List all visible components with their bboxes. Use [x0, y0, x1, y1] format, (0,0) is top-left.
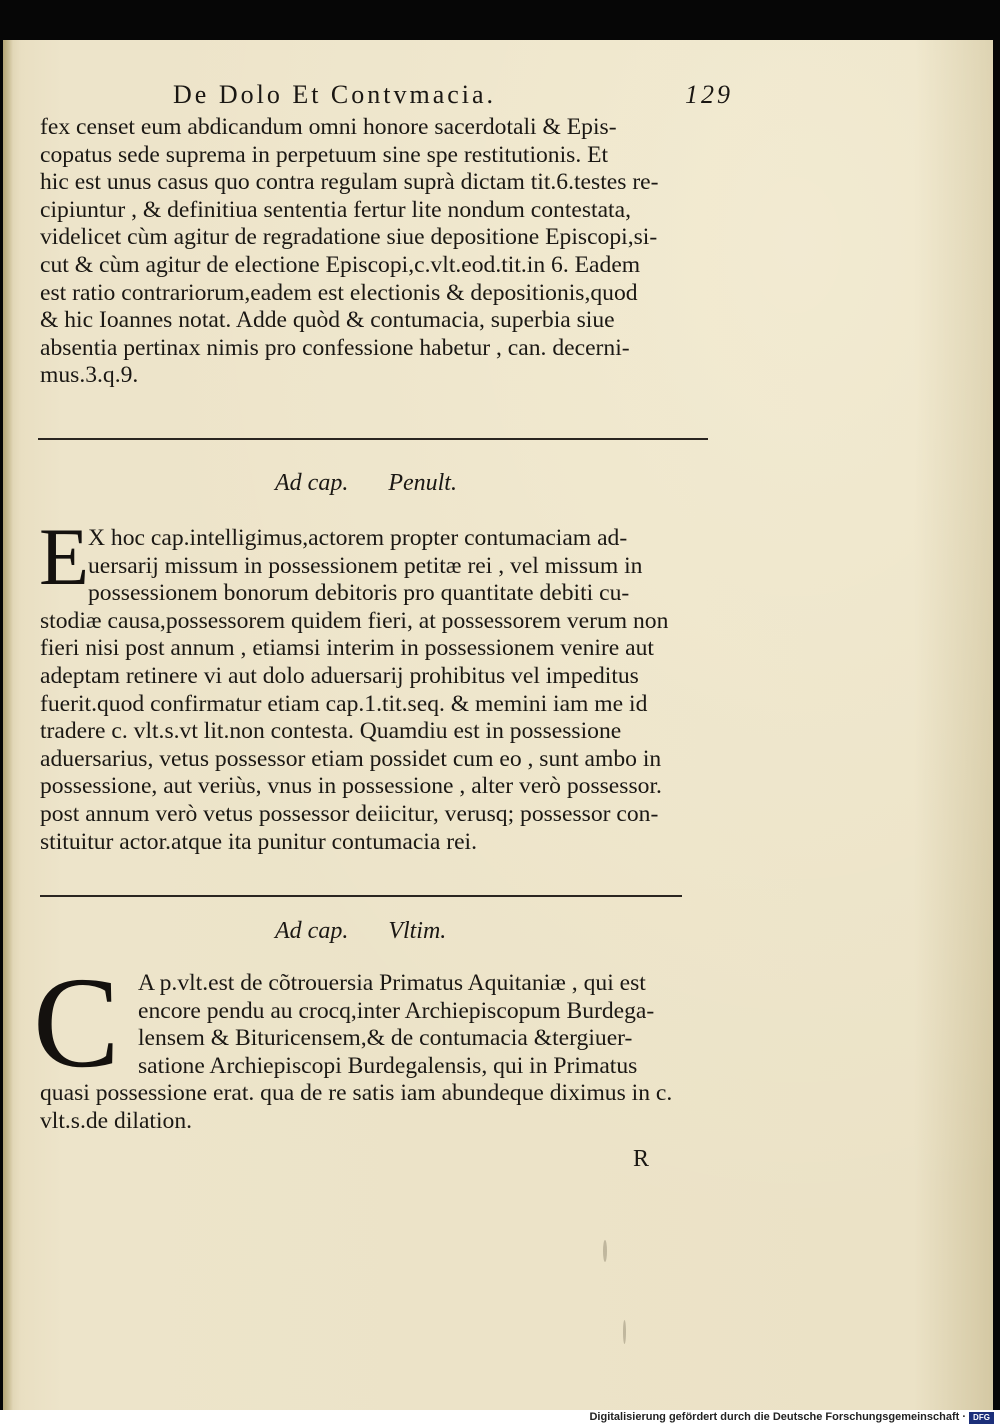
text-line: X hoc cap.intelligimus,actorem propter contumaciam ad-	[88, 525, 628, 551]
dropcap-c: C	[33, 951, 120, 1095]
text-line: copatus sede suprema in perpetuum sine spe restitutionis. Et	[40, 141, 609, 168]
text-line: & hic Ioannes notat. Adde quòd & contumacia, superbia siue	[40, 307, 615, 334]
text-line: post annum verò vetus possessor deiicitur, verusq; possessor con-	[40, 800, 659, 827]
heading-chapter: Vltim.	[388, 918, 447, 944]
ink-bleed-mark	[623, 1320, 626, 1344]
text-line: quasi possessione erat. qua de re satis iam abundeque diximus in c.	[40, 1080, 673, 1107]
page-gutter-shadow	[3, 40, 13, 1410]
footer-credit: Digitalisierung gefördert durch die Deutsche Forschungsgemeinschaft ·	[589, 1411, 966, 1423]
text-line: possessionem bonorum debitoris pro quantitate debiti cu-	[88, 580, 630, 607]
text-line: vlt.s.de dilation.	[40, 1107, 193, 1134]
text-line: satione Archiepiscopi Burdegalensis, qui in Primatus	[138, 1052, 638, 1079]
text-line: encore pendu au crocq,inter Archiepiscopum Burdega-	[138, 997, 655, 1024]
text-line: stituitur actor.atque ita punitur contumacia rei.	[40, 828, 478, 855]
text-line: est ratio contrariorum,eadem est electionis & depositionis,quod	[40, 279, 638, 306]
running-title: De Dolo Et Contvmacia.	[173, 80, 497, 109]
heading-label: Ad cap.	[275, 918, 349, 944]
paragraph-continuation	[40, 114, 720, 390]
text-line: A p.vlt.est de cõtrouersia Primatus Aquitaniæ , qui est	[138, 970, 646, 996]
section-heading-vltim	[275, 918, 486, 945]
dfg-logo-icon: DFG	[969, 1412, 994, 1424]
ink-bleed-mark	[603, 1240, 607, 1262]
heading-label: Ad cap.	[275, 470, 349, 496]
text-line: stodiæ causa,possessorem quidem fieri, at possessorem verum non	[40, 607, 669, 634]
text-line: lensem & Bituricensem,& de contumacia &tergiuer-	[138, 1025, 633, 1052]
book-page	[3, 40, 993, 1410]
digitization-footer	[0, 1410, 1000, 1426]
text-line: hic est unus casus quo contra regulam suprà dictam tit.6.testes re-	[40, 169, 659, 196]
text-line: tradere c. vlt.s.vt lit.non contesta. Quamdiu est in possessione	[40, 718, 622, 745]
text-line: fex censet eum abdicandum omni honore sacerdotali & Epis-	[40, 114, 617, 140]
dropcap-e: E	[39, 511, 90, 602]
text-line: possessione, aut veriùs, vnus in possessione , alter verò possessor.	[40, 773, 662, 800]
section-divider	[40, 895, 682, 897]
section-heading-penult	[275, 470, 497, 497]
text-line: aduersarius, vetus possessor etiam possidet cum eo , sunt ambo in	[40, 745, 662, 772]
text-line: cipiuntur , & definitiua sententia fertur lite nondum contestata,	[40, 196, 631, 223]
text-line: videlicet cùm agitur de regradatione siue depositione Episcopi,si-	[40, 224, 658, 251]
paragraph-vltim	[40, 970, 720, 1136]
text-line: fieri nisi post annum , etiamsi interim in possessionem venire aut	[40, 635, 654, 662]
section-divider	[38, 438, 708, 440]
text-line: mus.3.q.9.	[40, 362, 139, 389]
page-number: 129	[685, 80, 733, 109]
text-line: uersarij missum in possessionem petitæ rei , vel missum in	[88, 552, 643, 579]
text-line: cut & cùm agitur de electione Episcopi,c.vlt.eod.tit.in 6. Eadem	[40, 251, 641, 278]
catchword: R	[633, 1146, 650, 1172]
text-line: absentia pertinax nimis pro confessione habetur , can. decerni-	[40, 334, 630, 361]
heading-chapter: Penult.	[388, 470, 457, 496]
text-line: fuerit.quod confirmatur etiam cap.1.tit.seq. & memini iam me id	[40, 690, 648, 717]
text-line: adeptam retinere vi aut dolo aduersarij prohibitus vel impeditus	[40, 662, 639, 689]
paragraph-penult	[40, 525, 720, 856]
